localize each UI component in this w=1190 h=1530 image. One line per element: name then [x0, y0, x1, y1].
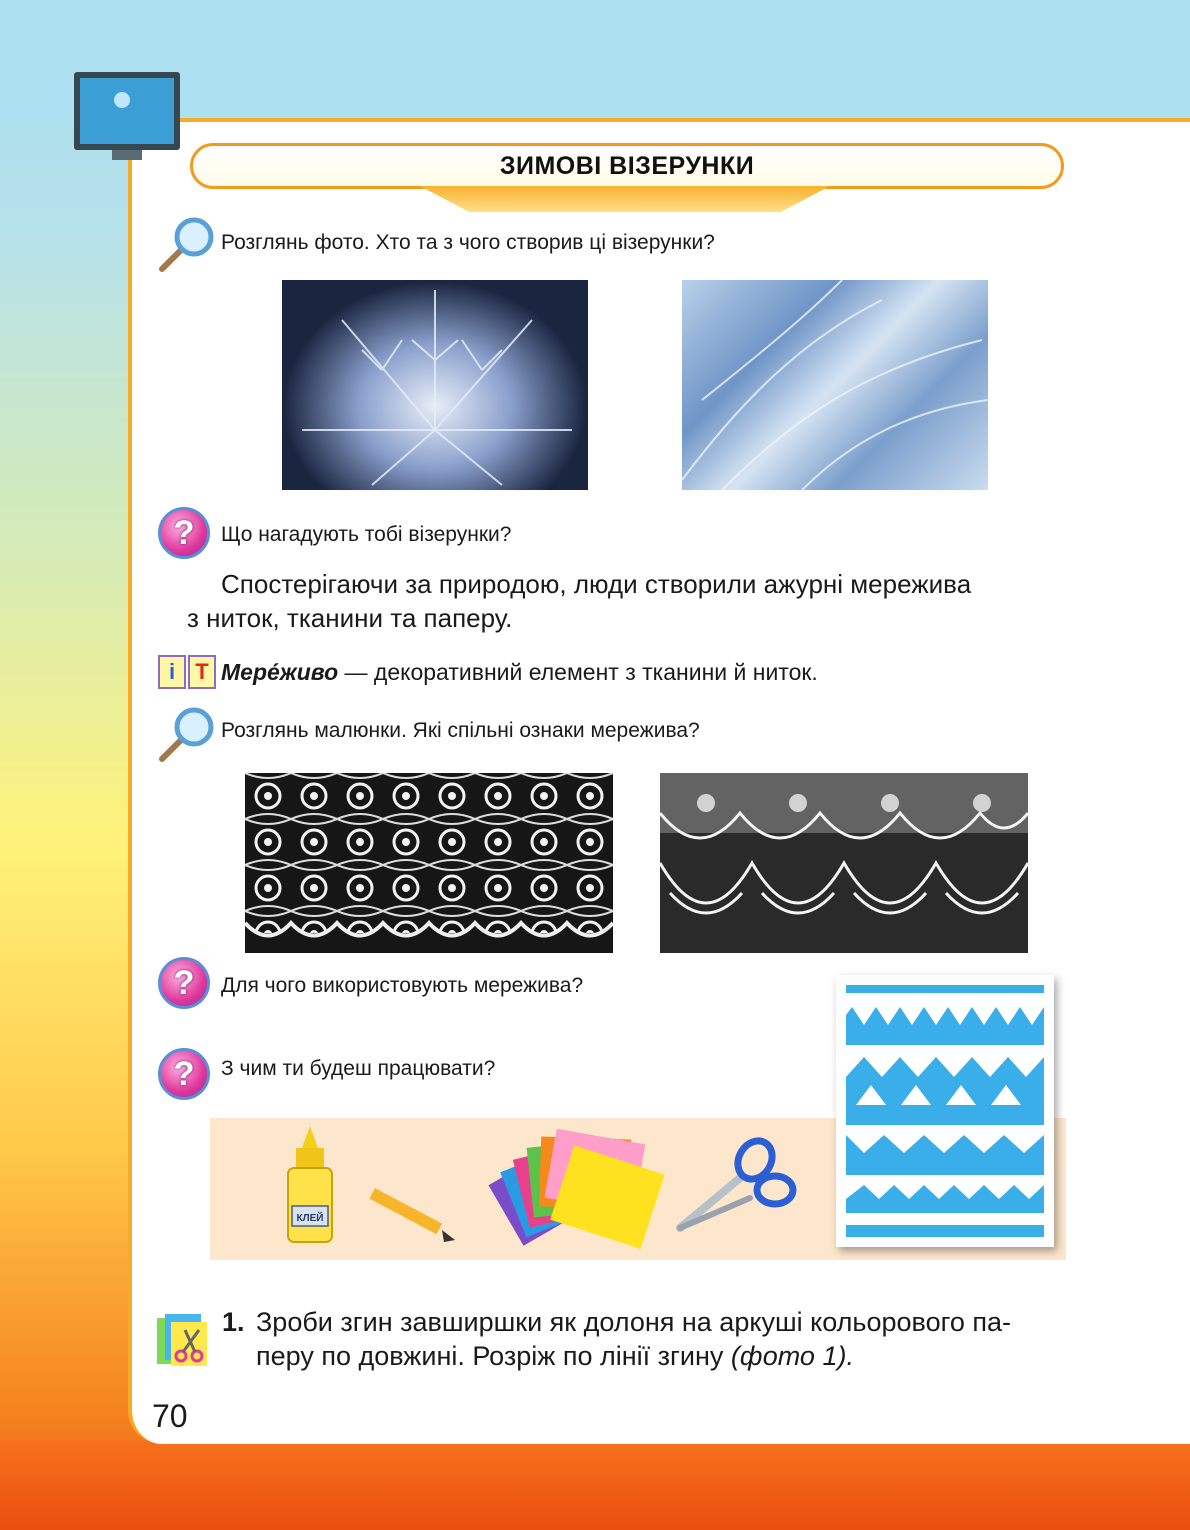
magnifier-icon	[154, 705, 218, 765]
paragraph-line-1: Спостерігаючи за природою, люди створили ажурні мережива	[221, 569, 972, 599]
question-icon: ?	[158, 957, 210, 1009]
paragraph-line-2: з ниток, тканини та паперу.	[187, 603, 513, 633]
question-usage: Для чого використовують мережива?	[221, 974, 584, 997]
pencil-icon	[369, 1188, 455, 1242]
task-text: перу по довжині. Розріж по лінії згину	[256, 1341, 731, 1371]
task-number: 1.	[222, 1307, 245, 1337]
question-lace: Розглянь малюнки. Які спільні ознаки мережива?	[221, 719, 700, 742]
question-icon: ?	[158, 1048, 210, 1100]
title-underline	[420, 186, 830, 212]
magnifier-icon	[154, 215, 218, 275]
frost-photo-2	[682, 280, 988, 490]
task-line-1: Зроби згин завширшки як долоня на аркуші кольорового па-	[256, 1307, 1011, 1337]
colored-paper-icon	[489, 1129, 665, 1249]
lace-photo-2	[660, 773, 1028, 953]
it-letter-i: i	[158, 655, 186, 689]
task-line-2	[256, 1339, 854, 1373]
task-photo-ref: (фото 1).	[730, 1341, 854, 1371]
bottom-band	[0, 1440, 1190, 1530]
lace-photo-1	[245, 773, 613, 953]
it-letter-t: T	[188, 655, 216, 689]
question-materials: З чим ти будеш працювати?	[221, 1057, 496, 1080]
monitor-icon	[72, 70, 182, 162]
question-icon: ?	[158, 507, 210, 559]
question-reminds: Що нагадують тобі візерунки?	[221, 523, 512, 546]
definition-term: Мере́живо	[221, 659, 339, 685]
paper-lace-image	[846, 985, 1044, 1237]
glue-label: КЛЕЙ	[296, 1213, 324, 1224]
page-title: ЗИМОВІ ВІЗЕРУНКИ	[499, 151, 755, 180]
question-photos: Розглянь фото. Хто та з чого створив ці візерунки?	[221, 231, 715, 254]
paper-lace-sample	[836, 975, 1054, 1247]
scissors-icon	[680, 1135, 793, 1228]
task-craft-icon	[155, 1312, 211, 1368]
page-number: 70	[152, 1398, 188, 1434]
info-term-icon	[158, 655, 216, 689]
glue-icon	[288, 1126, 332, 1242]
frost-photo-1	[282, 280, 588, 490]
title-banner	[190, 143, 1064, 189]
definition-text: — декоративний елемент з тканини й ниток.	[338, 659, 818, 685]
definition-line	[221, 659, 818, 685]
